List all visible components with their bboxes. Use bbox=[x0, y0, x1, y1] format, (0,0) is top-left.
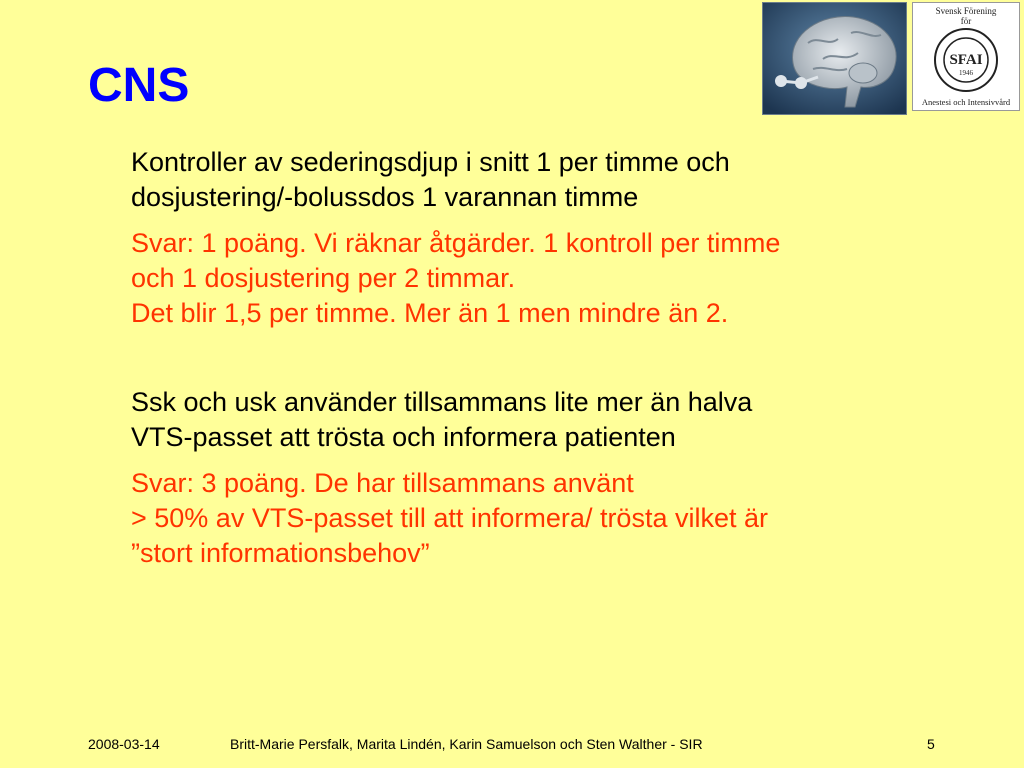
answer-1: Svar: 1 poäng. Vi räknar åtgärder. 1 kontroll per timme och 1 dosjustering per 2 timmar. Det blir 1,5 per timme. Mer än 1 men mindre än 2. bbox=[131, 228, 781, 328]
page-number: 5 bbox=[927, 736, 935, 752]
seal-text: SFAI bbox=[949, 52, 983, 68]
answer-2: Svar: 3 poäng. De har tillsammans använt > 50% av VTS-passet till att informera/ trösta vilket är ”stort informationsbehov” bbox=[131, 468, 768, 568]
footer-authors: Britt-Marie Persfalk, Marita Lindén, Karin Samuelson och Sten Walther - SIR bbox=[230, 736, 703, 752]
seal-year: 1946 bbox=[959, 69, 973, 77]
seal-icon bbox=[933, 27, 999, 93]
logo-bottom-text: Anestesi och Intensivvård bbox=[921, 97, 1011, 107]
question-1: Kontroller av sederingsdjup i snitt 1 per timme och dosjustering/-bolussdos 1 varannan timme bbox=[131, 147, 730, 212]
sfai-logo bbox=[912, 2, 1020, 111]
logo-top-text-2: för bbox=[960, 16, 972, 26]
slide-body bbox=[131, 145, 991, 571]
logo-top-text: Svensk Förening bbox=[935, 6, 997, 16]
question-2: Ssk och usk använder tillsammans lite mer än halva VTS-passet att trösta och informera patienten bbox=[131, 387, 753, 452]
brain-image bbox=[762, 2, 907, 115]
footer-date: 2008-03-14 bbox=[88, 736, 160, 752]
slide-title: CNS bbox=[88, 59, 190, 112]
